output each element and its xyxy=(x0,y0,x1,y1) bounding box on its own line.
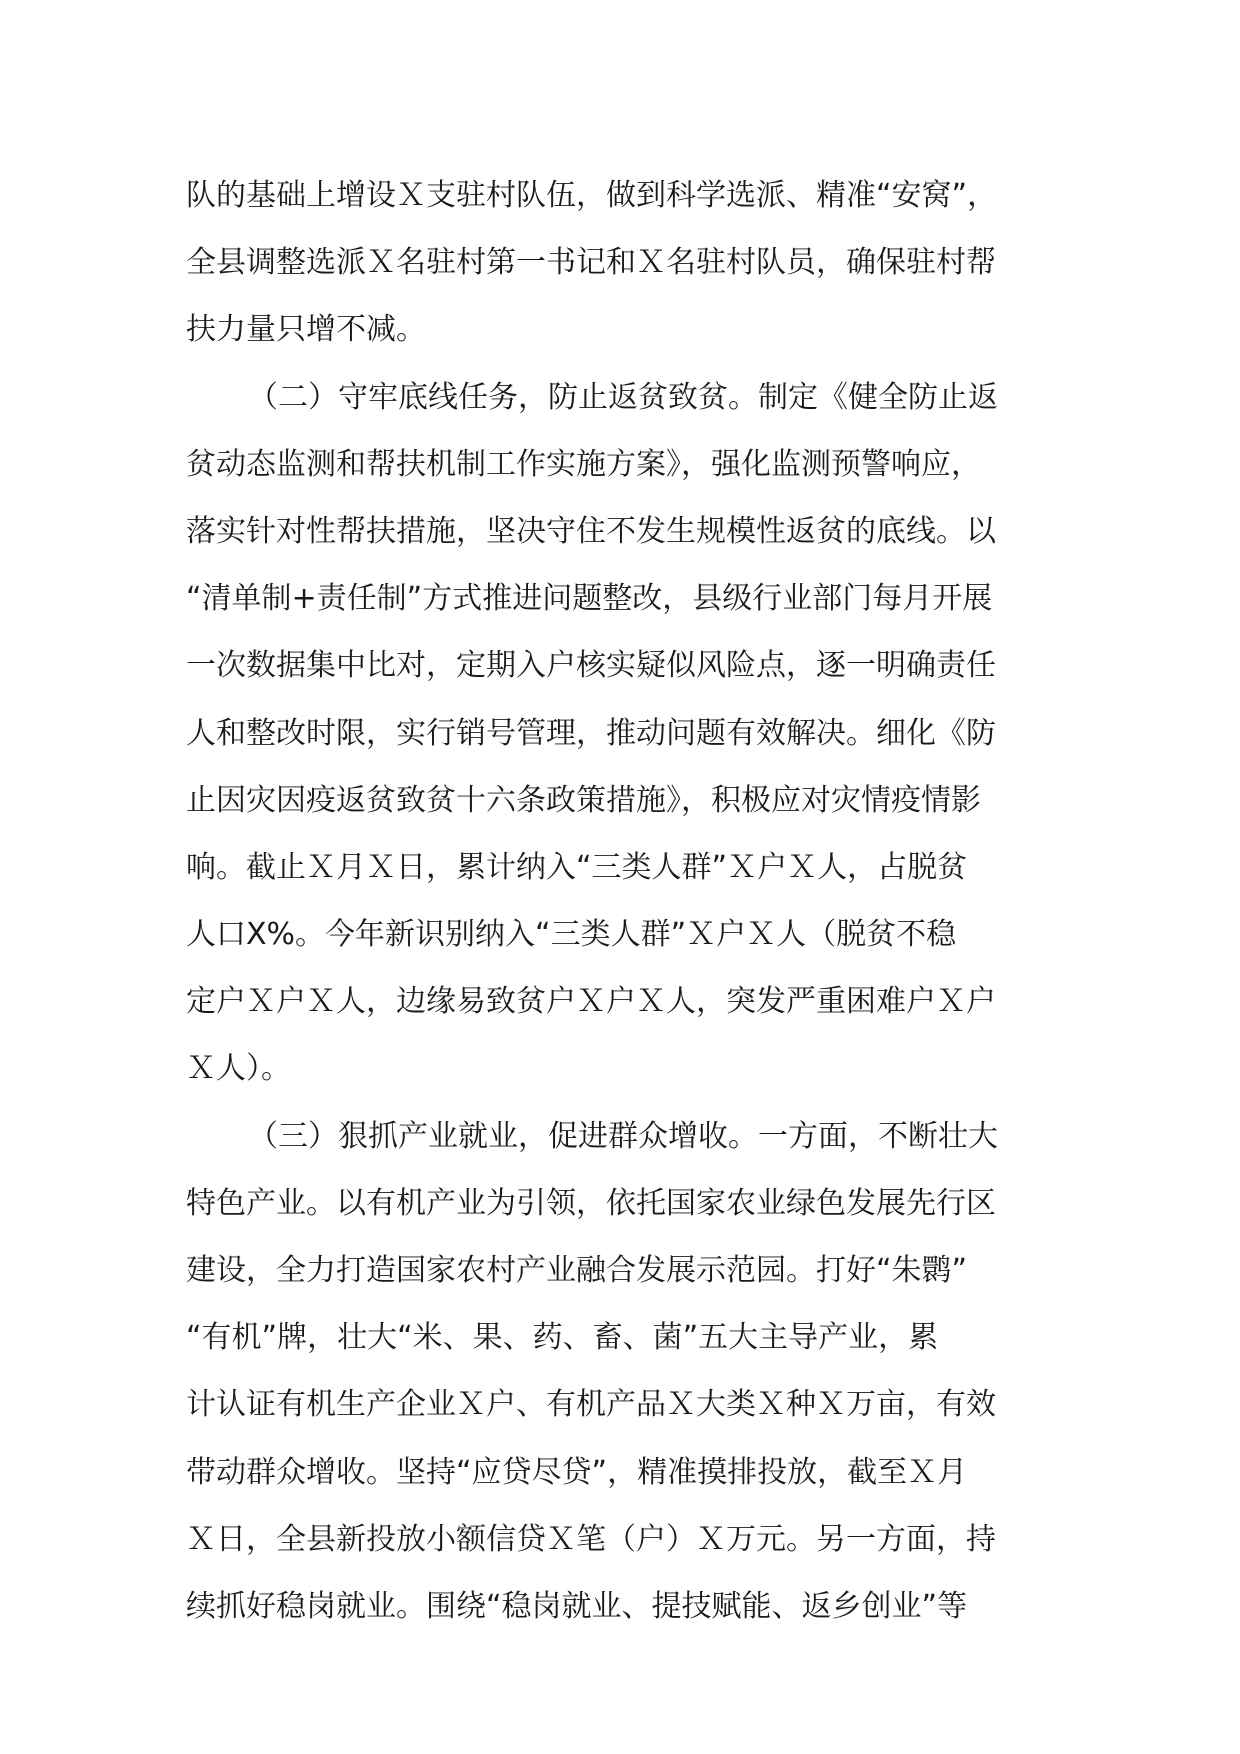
text-line: 带动群众增收。坚持“应贷尽贷”，精准摸排投放，截至Ｘ月 xyxy=(186,1454,968,1490)
text-line: 计认证有机生产企业Ｘ户、有机产品Ｘ大类Ｘ种Ｘ万亩，有效 xyxy=(186,1387,996,1423)
text-line: Ｘ人）。 xyxy=(186,1051,291,1087)
text-line: “清单制+责任制”方式推进问题整改，县级行业部门每月开展 xyxy=(186,581,993,617)
text-line: 止因灾因疫返贫致贫十六条政策措施》，积极应对灾情疫情影 xyxy=(186,782,981,818)
text-line: 扶力量只增不减。 xyxy=(186,312,426,348)
text-line: 人和整改时限，实行销号管理，推动问题有效解决。细化《防 xyxy=(186,715,996,751)
paragraph-first-line: （三）狠抓产业就业，促进群众增收。一方面，不断壮大 xyxy=(248,1118,998,1154)
paragraph-first-line: （二）守牢底线任务，防止返贫致贫。制定《健全防止返 xyxy=(248,379,998,415)
text-line: 人口X%。今年新识别纳入“三类人群”Ｘ户Ｘ人（脱贫不稳 xyxy=(186,917,957,953)
text-line: 特色产业。以有机产业为引领，依托国家农业绿色发展先行区 xyxy=(186,1185,996,1221)
text-line: 建设，全力打造国家农村产业融合发展示范园。打好“朱鹮” xyxy=(186,1253,968,1288)
text-line: Ｘ日，全县新投放小额信贷Ｘ笔（户）Ｘ万元。另一方面，持 xyxy=(186,1521,996,1557)
text-line: 队的基础上增设Ｘ支驻村队伍，做到科学选派、精准“安窝”， xyxy=(186,178,998,213)
text-line: 续抓好稳岗就业。围绕“稳岗就业、提技赋能、返乡创业”等 xyxy=(186,1588,968,1624)
text-line: 全县调整选派Ｘ名驻村第一书记和Ｘ名驻村队员，确保驻村帮 xyxy=(186,245,996,281)
document-body-text xyxy=(186,162,1086,1640)
text-line: 定户Ｘ户Ｘ人，边缘易致贫户Ｘ户Ｘ人，突发严重困难户Ｘ户 xyxy=(186,984,996,1020)
text-line: 落实针对性帮扶措施，坚决守住不发生规模性返贫的底线。以 xyxy=(186,513,996,549)
text-line: 贫动态监测和帮扶机制工作实施方案》，强化监测预警响应， xyxy=(186,446,981,482)
text-line: “有机”牌，壮大“米、果、药、畜、菌”五大主导产业，累 xyxy=(186,1320,939,1356)
text-line: 一次数据集中比对，定期入户核实疑似风险点，逐一明确责任 xyxy=(186,648,996,684)
text-line: 响。截止Ｘ月Ｘ日，累计纳入“三类人群”Ｘ户Ｘ人，占脱贫 xyxy=(186,849,968,885)
